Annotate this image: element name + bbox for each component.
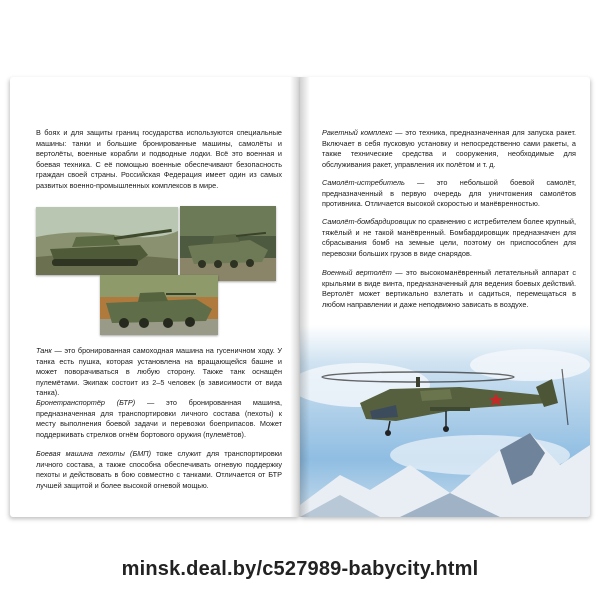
- tank-text: — это бронированная самоходная машина на гусеничном ходу. У танка есть пушка, которая установлена на вращающейся башне и может поворачиваться в любую сторону. Также танк оснащён пулемётами. Экипаж состоит из 2–5 человек (в зависимости от вида танка).: [36, 346, 282, 398]
- helicopter-photo: [300, 325, 590, 517]
- bomber-paragraph: [322, 217, 576, 259]
- btr-photo: [100, 275, 218, 335]
- helicopter-paragraph: [322, 268, 576, 310]
- book-gutter: [290, 77, 310, 517]
- watermark-url: minsk.deal.by/c527989-babycity.html: [121, 558, 479, 580]
- fighter-paragraph: [322, 178, 576, 210]
- bmp-paragraph: [36, 449, 282, 491]
- fighter-text: — это небольшой боевой самолёт, предназначенный в первую очередь для уничтожения самолётов противника. Отличается высокой скоростью и манёвренностью.: [322, 178, 576, 209]
- tank-term: Танк: [36, 346, 52, 355]
- tank-paragraph: [36, 346, 282, 399]
- right-page: [300, 77, 590, 517]
- open-book: [10, 77, 590, 517]
- left-page: [10, 77, 300, 517]
- btr-term: Бронетранспортёр (БТР): [36, 398, 136, 407]
- bmp-term: Боевая машина пехоты (БМП): [36, 449, 152, 458]
- rocket-term: Ракетный комплекс: [322, 128, 393, 137]
- helicopter-term: Военный вертолёт: [322, 268, 392, 277]
- btr-text: — это бронированная машина, предназначенная для транспортировки личного состава (пехоты) к месту выполнения боевой задачи и перевозки боеприпасов. Может поддерживать стрелков огнём бортового оружия (пулемётов).: [36, 398, 282, 439]
- intro-paragraph: В боях и для защиты границ государства используются специальные машины: танки и большие бронированные машины, самолёты и вертолёты, военные корабли и подводные лодки. Всё это военная и боевая техника. С её помощью военные обеспечивают безопасность граждан своей страны. Российская Федерация имеет один из самых развитых военно-промышленных комплексов в мире.: [36, 128, 282, 190]
- rocket-paragraph: [322, 128, 576, 170]
- rocket-text: — это техника, предназначенная для запуска ракет. Включает в себя пусковую установку и непосредственно сами ракеты, а также технические средства и сооружения, необходимые для обслуживания ракет, управления их полётом и т. д.: [322, 128, 576, 169]
- fighter-term: Самолёт-истребитель: [322, 178, 405, 187]
- btr-paragraph: [36, 398, 282, 440]
- bmp-text: тоже служит для транспортировки личного состава, а также способна обеспечивать огневую поддержку пехоты и действовать в бою совместно с танками. Отличается от БТР лучшей защитой и более высокой огневой мощью.: [36, 449, 282, 490]
- bomber-text: по сравнению с истребителем более крупный, тяжёлый и не такой манёвренный. Бомбардировщик предназначен для сбрасывания бомб на земные цели, поэтому он приспособлен для перевозки больших грузов в виде снарядов.: [322, 217, 576, 258]
- bomber-term: Самолёт-бомбардировщик: [322, 217, 417, 226]
- bmp-photo: [180, 206, 276, 281]
- helicopter-text: — это высокоманёвренный летательный аппарат с крыльями в виде винта, предназначенный для ведения боевых действий. Вертолёт может вертикально взлетать и садиться, перемещаться в любом направлении и даже неподвижно зависать в воздухе.: [322, 268, 576, 309]
- tank-photo: [36, 207, 178, 275]
